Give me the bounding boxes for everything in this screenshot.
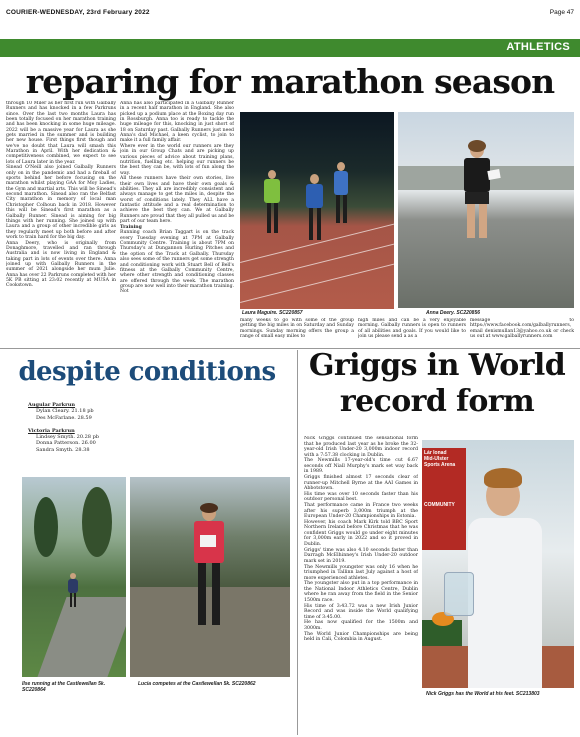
- paragraph: Running coach Brian Taggart is on the track every Tuesday evening at 7PM at Galbally Community Centre. Training is about 7PM on Thursday's at Dungannon Hurling Pitches and the option of the Track at Galbally. Thursday also sees some of the runners get some strength and conditioning work with Stuart Bell of Bell's fitness at the Galbally Community Centre, where other strength and conditioning classes are offered through the week. The marathon group are now well into their marathon training. Not: [120, 230, 234, 295]
- paragraph: Nick Griggs continued the sensational form that he produced last year as he broke the 32-year-old Irish Under-20 3,000m indoor record with a 7:57.38 clocking in Dublin.: [304, 436, 418, 458]
- paragraph: The youngster also put in a top performance in the National Indoor Athletics Centre, Dublin where he ran away from the field in the Senior 1500m race.: [304, 581, 418, 603]
- park-run-photo: [22, 477, 126, 677]
- result-line: Lindsey Smyth. 20.28 pb: [36, 434, 99, 441]
- story1-bottom-1: [240, 318, 354, 344]
- results-heading: Victoria Parkrun: [28, 427, 75, 434]
- paragraph: Sinead O'Neill also joined Galbally Runners only on in the pandemic and had a fireball of sports behind her before focusing on the marathon whilst playing GAA for Moy Ladies, the Gym and martial arts. This will be Sinead's second marathon. Sinead also ran the Belfast City marathon in memory of local man Christopher Colhoun back in 2018. However this will be Sinead's first marathon as a Galbally Runner. Sinead is aiming for big things with her running. She joined up with Laura and a group of other incredible girls as they regularly meet up both before and after work to train hard for the big day.: [6, 165, 116, 240]
- story1-column-1: [6, 101, 116, 363]
- banner-line: Lár Ionad: [424, 450, 447, 456]
- photo-caption: Laura Maguire. SC220857: [242, 310, 303, 316]
- griggs-headline: Griggs in World record form: [308, 348, 566, 419]
- result-line: Sandra Smyth. 28.38: [36, 446, 90, 453]
- result-line: Dylan Cleary. 21.18 pb: [36, 408, 94, 415]
- banner-line: Sports Arena: [424, 462, 456, 468]
- masthead: [0, 0, 580, 30]
- parkrun-headline: despite conditions: [18, 357, 276, 387]
- runner-portrait-photo: [398, 112, 574, 308]
- photo-caption: Lucia competes at the Castlewellan 5k. SC220862: [138, 681, 256, 687]
- castlewellan-photo: [130, 477, 290, 677]
- photo-caption: Ilse running at the Castlewellan 5k. SC220864: [22, 681, 106, 693]
- story1-bottom-2: [358, 318, 466, 344]
- paragraph: Training: [120, 224, 142, 230]
- griggs-portrait-photo: [422, 440, 574, 688]
- paragraph: The Newmills youngster was only 16 when he triumphed in Tallinn last July against a host of more experienced athletes.: [304, 564, 418, 581]
- issue-date: COURIER-WEDNESDAY, 23rd February 2022: [6, 9, 150, 16]
- paragraph: Where ever in the world our runners are they join in our Group Chats and are picking up various pieces of advice about training plans, nutrition, fuelling etc. helping our runners be the best they can be, with lots of fun along the way.: [120, 144, 234, 176]
- track-training-photo: [240, 112, 394, 309]
- parkrun-results: [28, 402, 148, 453]
- paragraph: many weeks to go with some of the group getting the big miles in on Saturday and Sunday mornings. Sunday morning offers the group a range of small easy miles to: [240, 318, 354, 340]
- marathon-headline: reparing for marathon season: [25, 62, 555, 101]
- column-divider: [297, 350, 298, 735]
- banner-line: COMMUNITY: [424, 502, 455, 508]
- story1-column-2: [120, 101, 234, 313]
- paragraph: message to https://www.facebook.com/galballyrunners, email denismullan13@yahoo.co.uk or check us out at www.galballyrunners.com: [470, 318, 574, 340]
- paragraph: Anna Deery, who is originally from Donaghmore, travelled and ran through Australia and is now living in England & taking part in lots of events over there. Anna joined up with Galbally Runners in the summer of 2021 alongside her mum Julie. Anna has over 22 Parkruns completed with her 5K PB sitting at 23:02 recently at MUSA in Cookstown.: [6, 240, 116, 289]
- paragraph: through 10 Miler as her first run with Galbally Runners and has knocked in a few Parkruns since. Over the last two months Laura has been totally focused on her marathon training and has been knocking in some huge mileage. 2022 will be a massive year for Laura as she gets married in the summer and is building her new house. First things first though and we've no doubt that Laura will smash this Marathon in April. With her dedication & competitiveness combined, we expect to see lots of Laura later in the year.: [6, 101, 116, 165]
- story1-bottom-3: [470, 318, 574, 344]
- griggs-story-body: [304, 436, 418, 728]
- venue-banner: [422, 448, 466, 550]
- result-line: Des McFarlane. 28.59: [36, 414, 92, 421]
- paragraph: His time of 3:43.72 was a new Irish Junior Record and was inside the World qualifying time of 3:45.00.: [304, 603, 418, 620]
- paragraph: His time was over 10 seconds faster than his outdoor personal best.: [304, 491, 418, 503]
- banner-line: Mid-Ulster: [424, 456, 449, 462]
- results-heading: Augular Parkrun: [28, 402, 76, 408]
- paragraph: All these runners have their own stories, live their own lives and have their own goals & abilities. They all are incredibly consistent and always manage to get the miles in, despite the worst of conditions lately. They ALL have a fantastic attitude and a real determination to achieve the best they can. We at Galbally Runners are proud that they all pulled us and be part of our team here.: [120, 176, 234, 225]
- page-number: Page 47: [549, 9, 574, 16]
- section-label: ATHLETICS: [506, 41, 570, 53]
- paragraph: That performance came in France two weeks after his superb 3,000m triumph at the European Under-20 Championships in Estonia.: [304, 503, 418, 520]
- photo-caption: Nick Griggs has the World at his feet. SC213803: [426, 691, 540, 697]
- paragraph: However, his coach Mark Kirk told BBC Sport Northern Ireland before Christmas that he was confident Griggs would go under eight minutes for 3,000m early in 2022 and so it proved in Dublin.: [304, 519, 418, 547]
- section-bar: [0, 39, 580, 57]
- paragraph: The World Junior Championships are being held in Cali, Colombia in August.: [304, 631, 418, 643]
- paragraph: Anna has also participated in a Galbally Runner in a recent half marathon in England. She also picked up a podium place at the Boxing day run in Rossburgh. Anna too is ready to tackle the huge mileage for this, knocking in just short of 18 on Saturday past. Galbally Runners just need Anna's dad Michael, a keen cyclist, to join to make it a full family affair.: [120, 101, 234, 144]
- paragraph: Griggs' time was also 4.10 seconds faster than Darragh McElhinney's Irish Under-20 outdoor mark set in 2019.: [304, 547, 418, 564]
- paragraph: He has now qualified for the 1500m and 3000m.: [304, 620, 418, 631]
- paragraph: The Newmills 17-year-old's time cut 6.67 seconds off Niall Murphy's mark set way back in 1989.: [304, 458, 418, 475]
- photo-caption: Anna Deery. SC220856: [426, 310, 481, 316]
- paragraph: Griggs finished almost 17 seconds clear of runner-up Mitchell Byrne at the AAI Games in Abbotstown.: [304, 475, 418, 492]
- result-line: Donna Patterson. 26.00: [36, 440, 96, 447]
- paragraph: high miles and can be a very enjoyable morning. Galbally runners is open to runners of all abilities and goals. If you would like to join us please send a as a: [358, 318, 466, 340]
